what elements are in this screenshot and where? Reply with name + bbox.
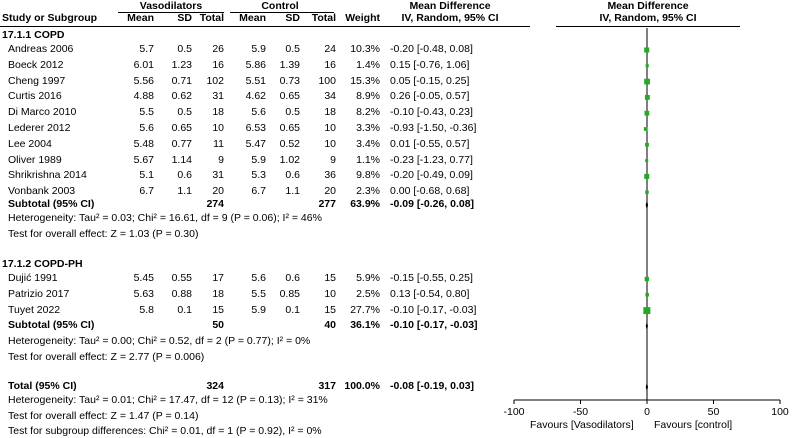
study-ci: -0.20 [-0.49, 0.09] [390, 169, 473, 182]
study-sd2: 0.52 [279, 137, 300, 150]
study-marker [645, 159, 648, 162]
study-m2: 5.51 [245, 74, 266, 87]
study-m2: 5.47 [245, 137, 266, 150]
study-m2: 5.6 [251, 106, 266, 119]
study-m2: 5.3 [251, 169, 266, 182]
study-sd2: 1.1 [285, 185, 300, 198]
total2-header: Total [311, 12, 336, 24]
study-m2: 6.53 [245, 122, 266, 134]
favours-left-label: Favours [Vasodilators] [530, 419, 634, 431]
study-n1: 11 [213, 137, 224, 150]
x-tick-label: 100 [771, 406, 789, 418]
study-sd1: 0.71 [171, 74, 192, 87]
x-tick-label: -50 [572, 406, 589, 418]
study-m2: 6.7 [251, 185, 266, 198]
study-m1: 4.88 [133, 90, 154, 103]
study-ci: -0.10 [-0.17, -0.03] [390, 303, 477, 316]
study-marker [644, 174, 649, 179]
study-n2: 24 [324, 43, 336, 55]
study-sd1: 0.88 [171, 287, 192, 300]
study-sd2: 0.73 [279, 74, 300, 87]
study-ci: -0.93 [-1.50, -0.36] [390, 122, 477, 134]
study-name: Dujić 1991 [8, 272, 58, 284]
study-ci: 0.13 [-0.54, 0.80] [390, 287, 470, 300]
study-name: Oliver 1989 [8, 153, 62, 166]
mean2-header: Mean [239, 12, 266, 24]
study-sd1: 1.14 [171, 153, 192, 166]
study-n2: 16 [324, 58, 336, 71]
total-weight: 100.0% [344, 380, 380, 392]
study-w: 2.5% [356, 287, 380, 300]
study-sd2: 0.65 [279, 122, 300, 134]
study-n2: 100 [318, 74, 336, 87]
study-w: 9.8% [356, 169, 380, 182]
study-n1: 31 [212, 169, 224, 182]
study-w: 1.4% [356, 58, 380, 71]
study-w: 5.9% [356, 272, 380, 284]
mean1-header: Mean [127, 12, 154, 24]
study-name: Vonbank 2003 [8, 185, 76, 198]
study-name: Patrizio 2017 [8, 287, 70, 300]
study-m2: 5.9 [251, 153, 266, 166]
study-sd1: 0.5 [177, 106, 192, 119]
study-n1: 31 [212, 90, 224, 103]
study-w: 1.1% [356, 153, 380, 166]
study-ci: 0.15 [-0.76, 1.06] [390, 58, 470, 71]
study-w: 8.9% [356, 90, 380, 103]
study-n1: 18 [212, 287, 224, 300]
study-sd1: 0.5 [177, 43, 192, 55]
study-name: Lederer 2012 [8, 122, 71, 134]
study-sd2: 0.6 [285, 272, 300, 284]
study-n1: 18 [212, 106, 224, 119]
x-tick-label: -100 [503, 406, 525, 418]
study-n2: 10 [324, 287, 336, 300]
study-name: Di Marco 2010 [8, 106, 77, 119]
heterogeneity-text: Heterogeneity: Tau² = 0.00; Chi² = 0.52, df = 2 (P = 0.77); I² = 0% [8, 335, 311, 347]
study-sd2: 0.5 [285, 106, 300, 119]
md-method-header: IV, Random, 95% CI [401, 12, 499, 24]
study-m1: 5.6 [139, 122, 154, 134]
study-n1: 9 [218, 153, 224, 166]
subtotal-ci: -0.09 [-0.26, 0.08] [390, 198, 475, 210]
overall-effect-text: Test for overall effect: Z = 2.77 (P = 0.006) [8, 351, 205, 363]
study-m1: 6.01 [133, 58, 154, 71]
study-sd1: 0.65 [171, 122, 192, 134]
total-heterogeneity-text: Heterogeneity: Tau² = 0.01; Chi² = 17.47, df = 12 (P = 0.13); I² = 31% [8, 394, 328, 406]
study-n2: 18 [324, 106, 336, 119]
overall-effect-text: Test for overall effect: Z = 1.03 (P = 0.30) [8, 228, 199, 240]
plot-title-header: Mean Difference [607, 0, 689, 12]
study-w: 2.3% [356, 185, 380, 198]
study-m1: 5.45 [133, 272, 154, 284]
study-m2: 4.62 [245, 90, 266, 103]
study-n1: 16 [212, 58, 224, 71]
study-m2: 5.9 [251, 43, 266, 55]
study-sd1: 0.6 [177, 169, 192, 182]
pooled-diamond [646, 200, 648, 210]
study-n1: 20 [212, 185, 224, 198]
study-name: Boeck 2012 [8, 58, 64, 71]
study-marker [644, 127, 648, 131]
study-m1: 5.5 [139, 106, 154, 119]
study-sd2: 0.85 [279, 287, 300, 300]
study-ci: 0.26 [-0.05, 0.57] [390, 90, 470, 103]
sd1-header: SD [177, 12, 192, 24]
study-sd1: 0.1 [177, 303, 192, 316]
total-overall-effect-text: Test for overall effect: Z = 1.47 (P = 0.14) [8, 410, 199, 422]
study-ci: 0.00 [-0.68, 0.68] [390, 185, 470, 198]
study-name: Curtis 2016 [8, 90, 62, 103]
study-name: Tuyet 2022 [8, 303, 61, 316]
subgroup-title: 17.1.1 COPD [2, 29, 65, 41]
subgroup-differences-text: Test for subgroup differences: Chi² = 0.01, df = 1 (P = 0.92), I² = 0% [8, 425, 322, 437]
study-w: 3.3% [356, 122, 380, 134]
study-ci: 0.01 [-0.55, 0.57] [390, 137, 470, 150]
pooled-diamond [646, 382, 648, 392]
study-n2: 15 [324, 303, 336, 316]
study-sd1: 1.23 [171, 58, 192, 71]
subtotal-n1: 50 [212, 319, 224, 331]
study-n2: 36 [324, 169, 336, 182]
study-sd1: 0.77 [171, 137, 192, 150]
study-marker [645, 95, 650, 100]
study-m1: 5.1 [139, 169, 154, 182]
total-label: Total (95% CI) [8, 380, 77, 392]
x-tick-label: 50 [707, 406, 720, 418]
total-n1: 324 [206, 380, 224, 392]
total1-header: Total [199, 12, 224, 24]
study-m2: 5.5 [251, 287, 266, 300]
study-w: 3.4% [356, 137, 380, 150]
x-tick-label: 0 [644, 406, 650, 418]
study-header: Study or Subgroup [2, 12, 98, 24]
study-n2: 20 [324, 185, 336, 198]
study-n2: 10 [324, 122, 336, 134]
subgroup-title: 17.1.2 COPD-PH [2, 258, 83, 270]
study-name: Cheng 1997 [8, 74, 66, 87]
study-n1: 17 [212, 272, 224, 284]
total-ci: -0.08 [-0.19, 0.03] [390, 380, 475, 392]
pooled-diamond [646, 321, 648, 331]
study-marker [645, 111, 650, 116]
study-ci: -0.15 [-0.55, 0.25] [390, 272, 473, 284]
group2-header: Control [261, 0, 299, 12]
study-m2: 5.9 [251, 303, 266, 316]
subtotal-label: Subtotal (95% CI) [8, 319, 95, 331]
study-sd2: 0.5 [285, 43, 300, 55]
study-m1: 5.8 [139, 303, 154, 316]
study-marker [646, 64, 649, 67]
study-ci: -0.20 [-0.48, 0.08] [390, 43, 473, 55]
total-n2: 317 [318, 380, 336, 392]
study-w: 27.7% [350, 303, 380, 316]
study-marker [645, 277, 649, 281]
study-sd2: 1.39 [279, 58, 300, 71]
heterogeneity-text: Heterogeneity: Tau² = 0.03; Chi² = 16.61, df = 9 (P = 0.06); I² = 46% [8, 212, 322, 224]
study-n2: 9 [330, 153, 336, 166]
study-n2: 15 [324, 272, 336, 284]
weight-header: Weight [345, 12, 380, 24]
study-name: Lee 2004 [8, 137, 52, 150]
study-marker [645, 293, 649, 297]
study-sd1: 0.55 [171, 272, 192, 284]
study-sd2: 1.02 [279, 153, 300, 166]
study-w: 10.3% [350, 43, 380, 55]
study-m1: 5.7 [139, 43, 154, 55]
sd2-header: SD [285, 12, 300, 24]
study-m1: 6.7 [139, 185, 154, 198]
study-marker [645, 190, 648, 193]
favours-right-label: Favours [control] [654, 419, 733, 431]
subtotal-weight: 36.1% [350, 319, 380, 331]
study-n1: 15 [212, 303, 224, 316]
subtotal-weight: 63.9% [350, 198, 380, 210]
study-ci: -0.23 [-1.23, 0.77] [390, 153, 473, 166]
study-n1: 26 [212, 43, 224, 55]
study-name: Shrikrishna 2014 [8, 169, 87, 182]
study-n1: 102 [206, 74, 224, 87]
study-w: 8.2% [356, 106, 380, 119]
md-title-header: Mean Difference [409, 0, 491, 12]
subtotal-n2: 277 [318, 198, 336, 210]
group1-header: Vasodilators [139, 0, 203, 12]
study-sd2: 0.1 [285, 303, 300, 316]
study-marker [645, 143, 649, 147]
study-n1: 10 [212, 122, 224, 134]
study-ci: 0.05 [-0.15, 0.25] [390, 74, 470, 87]
study-sd2: 0.65 [279, 90, 300, 103]
subtotal-n2: 40 [324, 319, 336, 331]
study-m1: 5.63 [133, 287, 154, 300]
study-sd1: 0.62 [171, 90, 192, 103]
study-w: 15.3% [350, 74, 380, 87]
plot-method-header: IV, Random, 95% CI [599, 12, 697, 24]
study-m2: 5.86 [245, 58, 266, 71]
study-ci: -0.10 [-0.43, 0.23] [390, 106, 473, 119]
study-marker [644, 79, 650, 85]
study-m1: 5.56 [133, 74, 154, 87]
study-n2: 34 [324, 90, 336, 103]
study-sd1: 1.1 [177, 185, 192, 198]
study-name: Andreas 2006 [8, 43, 74, 55]
subtotal-ci: -0.10 [-0.17, -0.03] [390, 319, 478, 331]
study-m2: 5.6 [251, 272, 266, 284]
study-n2: 10 [324, 137, 336, 150]
study-marker [644, 47, 649, 52]
subtotal-label: Subtotal (95% CI) [8, 198, 95, 210]
study-m1: 5.67 [133, 153, 154, 166]
study-sd2: 0.6 [285, 169, 300, 182]
study-m1: 5.48 [133, 137, 154, 150]
subtotal-n1: 274 [206, 198, 224, 210]
study-marker [643, 307, 650, 314]
